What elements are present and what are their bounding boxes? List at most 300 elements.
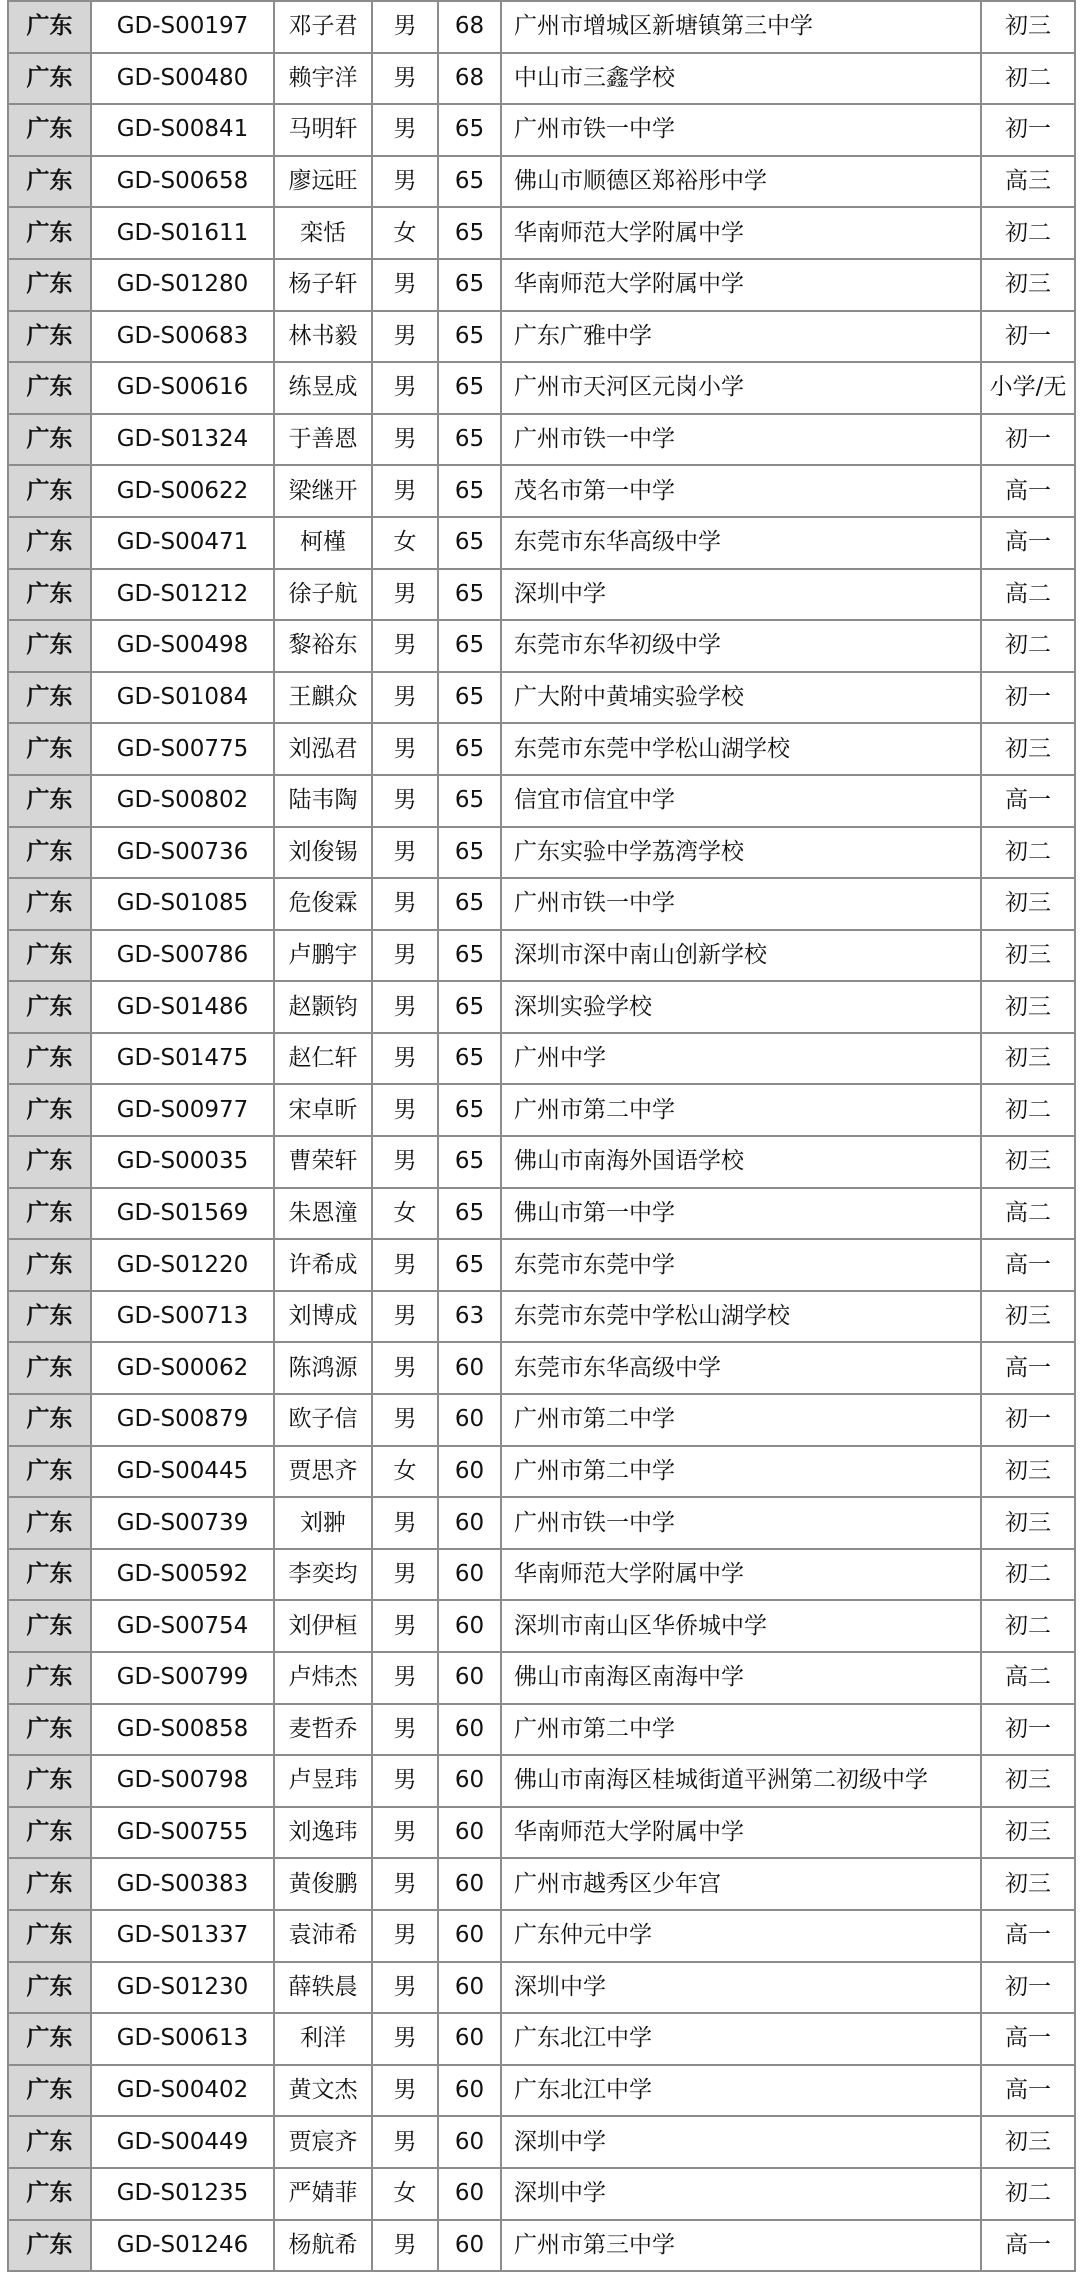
gender-cell: 男 [372,723,438,775]
school-cell: 广东仲元中学 [501,1910,981,1962]
table-row [8,1394,1075,1446]
school-cell: 广州市铁一中学 [501,414,981,466]
score-cell: 60 [438,1446,501,1498]
table-row [8,1549,1075,1601]
school-cell: 广州市天河区元岗小学 [501,362,981,414]
province-cell: 广东 [8,104,91,156]
candidate-id-cell: GD-S01569 [91,1188,274,1240]
student-name-cell: 袁沛希 [274,1910,372,1962]
school-cell: 广州市第二中学 [501,1446,981,1498]
candidate-id-cell: GD-S00713 [91,1291,274,1343]
grade-cell: 初三 [981,1858,1075,1910]
score-cell: 60 [438,2116,501,2168]
grade-cell: 初一 [981,672,1075,724]
gender-cell: 男 [372,930,438,982]
grade-cell: 小学/无 [981,362,1075,414]
gender-cell: 男 [372,2116,438,2168]
province-cell: 广东 [8,723,91,775]
gender-cell: 男 [372,1033,438,1085]
grade-cell: 高一 [981,2013,1075,2065]
grade-cell: 初一 [981,414,1075,466]
school-cell: 佛山市南海区桂城街道平洲第二初级中学 [501,1755,981,1807]
student-name-cell: 黎裕东 [274,620,372,672]
score-cell: 65 [438,569,501,621]
student-name-cell: 刘泓君 [274,723,372,775]
student-name-cell: 黄俊鹏 [274,1858,372,1910]
score-cell: 60 [438,1600,501,1652]
school-cell: 东莞市东莞中学松山湖学校 [501,1291,981,1343]
table-row [8,1239,1075,1291]
grade-cell: 初一 [981,1704,1075,1756]
province-cell: 广东 [8,1652,91,1704]
score-cell: 65 [438,930,501,982]
student-name-cell: 刘伊桓 [274,1600,372,1652]
table-row [8,1704,1075,1756]
gender-cell: 女 [372,1446,438,1498]
grade-cell: 初二 [981,1084,1075,1136]
province-cell: 广东 [8,207,91,259]
table-row [8,156,1075,208]
gender-cell: 男 [372,2013,438,2065]
score-cell: 65 [438,1239,501,1291]
candidate-id-cell: GD-S00622 [91,465,274,517]
candidate-id-cell: GD-S01235 [91,2168,274,2220]
province-cell: 广东 [8,465,91,517]
grade-cell: 高二 [981,1188,1075,1240]
student-name-cell: 刘俊锡 [274,827,372,879]
student-name-cell: 赵颢钧 [274,981,372,1033]
gender-cell: 女 [372,2168,438,2220]
school-cell: 深圳市深中南山创新学校 [501,930,981,982]
candidate-id-cell: GD-S00498 [91,620,274,672]
grade-cell: 初三 [981,1136,1075,1188]
school-cell: 华南师范大学附属中学 [501,1807,981,1859]
grade-cell: 初一 [981,311,1075,363]
student-name-cell: 朱恩潼 [274,1188,372,1240]
school-cell: 广州市铁一中学 [501,104,981,156]
candidate-id-cell: GD-S01085 [91,878,274,930]
score-cell: 60 [438,2065,501,2117]
school-cell: 佛山市顺德区郑裕彤中学 [501,156,981,208]
candidate-id-cell: GD-S00786 [91,930,274,982]
student-name-cell: 刘翀 [274,1497,372,1549]
student-name-cell: 宋卓昕 [274,1084,372,1136]
student-name-cell: 卢鹏宇 [274,930,372,982]
table-row [8,672,1075,724]
table-row [8,930,1075,982]
province-cell: 广东 [8,2013,91,2065]
province-cell: 广东 [8,1704,91,1756]
school-cell: 中山市三鑫学校 [501,53,981,105]
gender-cell: 男 [372,2065,438,2117]
school-cell: 华南师范大学附属中学 [501,207,981,259]
grade-cell: 高一 [981,1342,1075,1394]
score-cell: 60 [438,1652,501,1704]
candidate-id-cell: GD-S00683 [91,311,274,363]
province-cell: 广东 [8,1291,91,1343]
student-name-cell: 杨子轩 [274,259,372,311]
school-cell: 深圳中学 [501,569,981,621]
school-cell: 佛山市第一中学 [501,1188,981,1240]
student-name-cell: 刘逸玮 [274,1807,372,1859]
province-cell: 广东 [8,1239,91,1291]
province-cell: 广东 [8,2065,91,2117]
candidate-id-cell: GD-S00798 [91,1755,274,1807]
province-cell: 广东 [8,930,91,982]
table-row [8,2168,1075,2220]
grade-cell: 初二 [981,620,1075,672]
student-name-cell: 贾宸齐 [274,2116,372,2168]
student-name-cell: 曹荣轩 [274,1136,372,1188]
grade-cell: 初三 [981,259,1075,311]
province-cell: 广东 [8,1807,91,1859]
table-row [8,1600,1075,1652]
province-cell: 广东 [8,1755,91,1807]
score-cell: 65 [438,362,501,414]
grade-cell: 高一 [981,1910,1075,1962]
school-cell: 广州市增城区新塘镇第三中学 [501,1,981,53]
province-cell: 广东 [8,1188,91,1240]
gender-cell: 男 [372,1291,438,1343]
student-name-cell: 卢炜杰 [274,1652,372,1704]
score-cell: 65 [438,672,501,724]
province-cell: 广东 [8,1136,91,1188]
school-cell: 深圳实验学校 [501,981,981,1033]
grade-cell: 初二 [981,1600,1075,1652]
student-name-cell: 欧子信 [274,1394,372,1446]
gender-cell: 女 [372,207,438,259]
score-cell: 65 [438,1188,501,1240]
table-row [8,259,1075,311]
table-row [8,1446,1075,1498]
province-cell: 广东 [8,311,91,363]
school-cell: 广州市第二中学 [501,1704,981,1756]
grade-cell: 初三 [981,1,1075,53]
candidate-id-cell: GD-S00775 [91,723,274,775]
candidate-id-cell: GD-S00802 [91,775,274,827]
score-cell: 60 [438,1394,501,1446]
gender-cell: 男 [372,1807,438,1859]
grade-cell: 初三 [981,981,1075,1033]
student-name-cell: 刘博成 [274,1291,372,1343]
school-cell: 东莞市东华初级中学 [501,620,981,672]
candidate-id-cell: GD-S00799 [91,1652,274,1704]
province-cell: 广东 [8,259,91,311]
score-cell: 65 [438,878,501,930]
province-cell: 广东 [8,1858,91,1910]
results-table-body [8,1,1075,2271]
score-cell: 65 [438,104,501,156]
gender-cell: 男 [372,775,438,827]
table-row [8,2013,1075,2065]
province-cell: 广东 [8,2116,91,2168]
province-cell: 广东 [8,517,91,569]
table-row [8,1342,1075,1394]
score-cell: 65 [438,1136,501,1188]
grade-cell: 高一 [981,2220,1075,2272]
score-cell: 60 [438,2168,501,2220]
candidate-id-cell: GD-S00592 [91,1549,274,1601]
school-cell: 佛山市南海外国语学校 [501,1136,981,1188]
table-row [8,311,1075,363]
student-name-cell: 贾思齐 [274,1446,372,1498]
candidate-id-cell: GD-S01220 [91,1239,274,1291]
province-cell: 广东 [8,1033,91,1085]
gender-cell: 男 [372,1652,438,1704]
student-name-cell: 王麒众 [274,672,372,724]
school-cell: 华南师范大学附属中学 [501,259,981,311]
table-row [8,1291,1075,1343]
candidate-id-cell: GD-S00383 [91,1858,274,1910]
province-cell: 广东 [8,362,91,414]
province-cell: 广东 [8,414,91,466]
grade-cell: 初三 [981,1807,1075,1859]
table-row [8,620,1075,672]
candidate-id-cell: GD-S01230 [91,1962,274,2014]
grade-cell: 初三 [981,878,1075,930]
student-name-cell: 于善恩 [274,414,372,466]
candidate-id-cell: GD-S01337 [91,1910,274,1962]
table-row [8,517,1075,569]
score-cell: 60 [438,1962,501,2014]
province-cell: 广东 [8,1497,91,1549]
table-row [8,1,1075,53]
gender-cell: 男 [372,53,438,105]
school-cell: 广州市铁一中学 [501,878,981,930]
candidate-id-cell: GD-S00755 [91,1807,274,1859]
score-cell: 65 [438,517,501,569]
score-cell: 65 [438,1084,501,1136]
grade-cell: 高一 [981,465,1075,517]
candidate-id-cell: GD-S00035 [91,1136,274,1188]
table-row [8,723,1075,775]
student-name-cell: 危俊霖 [274,878,372,930]
score-cell: 60 [438,1497,501,1549]
grade-cell: 初一 [981,104,1075,156]
table-row [8,1084,1075,1136]
gender-cell: 男 [372,827,438,879]
school-cell: 东莞市东华高级中学 [501,1342,981,1394]
grade-cell: 高一 [981,1239,1075,1291]
student-name-cell: 林书毅 [274,311,372,363]
table-row [8,775,1075,827]
student-name-cell: 栾恬 [274,207,372,259]
province-cell: 广东 [8,1962,91,2014]
school-cell: 东莞市东莞中学松山湖学校 [501,723,981,775]
student-name-cell: 马明轩 [274,104,372,156]
student-name-cell: 邓子君 [274,1,372,53]
grade-cell: 初一 [981,1394,1075,1446]
grade-cell: 高一 [981,775,1075,827]
candidate-id-cell: GD-S00616 [91,362,274,414]
province-cell: 广东 [8,2220,91,2272]
student-name-cell: 柯槿 [274,517,372,569]
gender-cell: 男 [372,2220,438,2272]
score-cell: 65 [438,981,501,1033]
grade-cell: 初二 [981,207,1075,259]
score-cell: 65 [438,465,501,517]
score-cell: 60 [438,1755,501,1807]
school-cell: 广东实验中学荔湾学校 [501,827,981,879]
table-row [8,2065,1075,2117]
results-table [7,0,1076,2272]
gender-cell: 男 [372,1704,438,1756]
school-cell: 广东广雅中学 [501,311,981,363]
candidate-id-cell: GD-S01280 [91,259,274,311]
score-cell: 65 [438,259,501,311]
candidate-id-cell: GD-S00613 [91,2013,274,2065]
table-row [8,569,1075,621]
school-cell: 东莞市东莞中学 [501,1239,981,1291]
school-cell: 广州市第三中学 [501,2220,981,2272]
student-name-cell: 徐子航 [274,569,372,621]
grade-cell: 初二 [981,1549,1075,1601]
province-cell: 广东 [8,1394,91,1446]
gender-cell: 男 [372,569,438,621]
table-row [8,1652,1075,1704]
gender-cell: 男 [372,1239,438,1291]
gender-cell: 男 [372,620,438,672]
school-cell: 佛山市南海区南海中学 [501,1652,981,1704]
candidate-id-cell: GD-S01246 [91,2220,274,2272]
gender-cell: 男 [372,311,438,363]
score-cell: 65 [438,414,501,466]
gender-cell: 男 [372,259,438,311]
table-row [8,1755,1075,1807]
table-row [8,1188,1075,1240]
candidate-id-cell: GD-S01324 [91,414,274,466]
table-row [8,1136,1075,1188]
score-cell: 63 [438,1291,501,1343]
school-cell: 广州市第二中学 [501,1084,981,1136]
score-cell: 60 [438,1807,501,1859]
score-cell: 68 [438,1,501,53]
grade-cell: 高二 [981,569,1075,621]
school-cell: 广州中学 [501,1033,981,1085]
candidate-id-cell: GD-S01212 [91,569,274,621]
school-cell: 信宜市信宜中学 [501,775,981,827]
gender-cell: 男 [372,1600,438,1652]
student-name-cell: 黄文杰 [274,2065,372,2117]
table-row [8,414,1075,466]
table-row [8,1033,1075,1085]
school-cell: 深圳中学 [501,1962,981,2014]
school-cell: 广州市第二中学 [501,1394,981,1446]
table-row [8,2116,1075,2168]
table-row [8,53,1075,105]
candidate-id-cell: GD-S00977 [91,1084,274,1136]
grade-cell: 初三 [981,1497,1075,1549]
province-cell: 广东 [8,1446,91,1498]
grade-cell: 高一 [981,2065,1075,2117]
school-cell: 广州市越秀区少年宫 [501,1858,981,1910]
school-cell: 华南师范大学附属中学 [501,1549,981,1601]
candidate-id-cell: GD-S00739 [91,1497,274,1549]
province-cell: 广东 [8,53,91,105]
score-cell: 60 [438,1858,501,1910]
province-cell: 广东 [8,620,91,672]
candidate-id-cell: GD-S00754 [91,1600,274,1652]
score-cell: 65 [438,620,501,672]
score-cell: 65 [438,775,501,827]
grade-cell: 初二 [981,2168,1075,2220]
gender-cell: 男 [372,1497,438,1549]
candidate-id-cell: GD-S00471 [91,517,274,569]
candidate-id-cell: GD-S00858 [91,1704,274,1756]
gender-cell: 女 [372,1188,438,1240]
table-row [8,827,1075,879]
candidate-id-cell: GD-S01486 [91,981,274,1033]
score-cell: 65 [438,207,501,259]
candidate-id-cell: GD-S00841 [91,104,274,156]
grade-cell: 初三 [981,1446,1075,1498]
gender-cell: 男 [372,1962,438,2014]
gender-cell: 男 [372,1755,438,1807]
school-cell: 深圳中学 [501,2168,981,2220]
candidate-id-cell: GD-S00879 [91,1394,274,1446]
score-cell: 65 [438,723,501,775]
table-row [8,878,1075,930]
student-name-cell: 练昱成 [274,362,372,414]
grade-cell: 初三 [981,1291,1075,1343]
student-name-cell: 麦哲乔 [274,1704,372,1756]
gender-cell: 男 [372,362,438,414]
score-cell: 65 [438,1033,501,1085]
province-cell: 广东 [8,1342,91,1394]
grade-cell: 初二 [981,53,1075,105]
student-name-cell: 严婧菲 [274,2168,372,2220]
score-cell: 65 [438,827,501,879]
grade-cell: 初三 [981,2116,1075,2168]
gender-cell: 男 [372,156,438,208]
gender-cell: 男 [372,672,438,724]
gender-cell: 男 [372,981,438,1033]
student-name-cell: 卢昱玮 [274,1755,372,1807]
province-cell: 广东 [8,1600,91,1652]
score-cell: 68 [438,53,501,105]
table-row [8,1962,1075,2014]
candidate-id-cell: GD-S00658 [91,156,274,208]
gender-cell: 男 [372,1858,438,1910]
table-row [8,1807,1075,1859]
grade-cell: 初一 [981,1962,1075,2014]
school-cell: 茂名市第一中学 [501,465,981,517]
province-cell: 广东 [8,569,91,621]
candidate-id-cell: GD-S00445 [91,1446,274,1498]
gender-cell: 男 [372,878,438,930]
student-name-cell: 李奕均 [274,1549,372,1601]
student-name-cell: 利洋 [274,2013,372,2065]
province-cell: 广东 [8,1084,91,1136]
province-cell: 广东 [8,981,91,1033]
school-cell: 广东北江中学 [501,2013,981,2065]
gender-cell: 男 [372,104,438,156]
candidate-id-cell: GD-S00062 [91,1342,274,1394]
province-cell: 广东 [8,672,91,724]
gender-cell: 男 [372,1342,438,1394]
province-cell: 广东 [8,156,91,208]
school-cell: 深圳市南山区华侨城中学 [501,1600,981,1652]
candidate-id-cell: GD-S00736 [91,827,274,879]
grade-cell: 初三 [981,723,1075,775]
score-cell: 60 [438,1549,501,1601]
province-cell: 广东 [8,827,91,879]
province-cell: 广东 [8,2168,91,2220]
grade-cell: 初三 [981,1755,1075,1807]
score-cell: 60 [438,2220,501,2272]
grade-cell: 高三 [981,156,1075,208]
table-row [8,2220,1075,2272]
